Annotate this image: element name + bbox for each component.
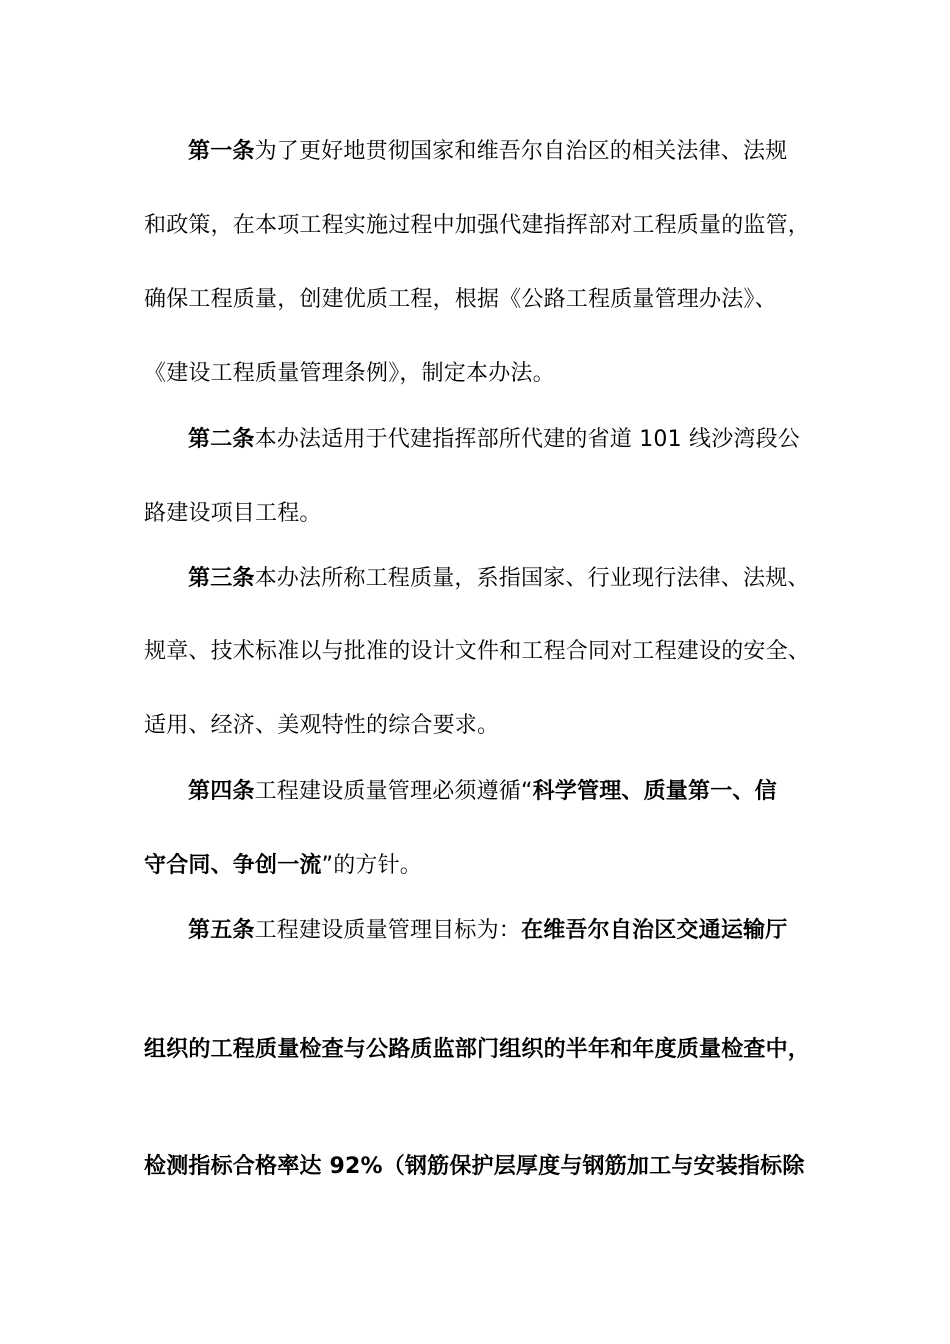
article-4-text-end: ”的方针。 [321,853,423,878]
article-2-line-2: 路建设项目工程。 [144,501,322,526]
article-2-text: 本办法适用于代建指挥部所代建的省道 101 线沙湾段公 [254,427,800,452]
article-4-principle-part-2: 守合同、争创一流 [144,853,322,878]
article-3-text: 本办法所称工程质量，系指国家、行业现行法律、法规、 [254,566,810,591]
article-5-target-part-2: 组织的工程质量检查与公路质监部门组织的半年和年度质量检查中， [144,1037,811,1062]
article-5-target-part-1: 在维吾尔自治区交通运输厅 [521,918,788,943]
article-5-text: 工程建设质量管理目标为： [254,918,522,943]
article-3-heading: 第三条 [188,566,255,591]
article-3-line-2: 规章、技术标准以与批准的设计文件和工程合同对工程建设的安全、 [144,639,811,664]
article-3-line-3: 适用、经济、美观特性的综合要求。 [144,713,500,738]
article-5-target-part-3: 检测指标合格率达 92%（钢筋保护层厚度与钢筋加工与安装指标除 [144,1154,805,1179]
article-4-text: 工程建设质量管理必须遵循“ [254,779,533,804]
article-5-line-1 [188,916,787,946]
article-1-line-1 [188,137,787,167]
article-2-line-1 [188,425,800,455]
article-1-heading: 第一条 [188,139,255,164]
article-4-principle-part-1: 科学管理、质量第一、信 [532,779,777,804]
article-1-line-3: 确保工程质量，创建优质工程，根据《公路工程质量管理办法》、 [144,287,777,312]
article-3-line-1 [188,564,810,594]
article-5-line-3 [144,1152,805,1182]
article-5-heading: 第五条 [188,918,255,943]
article-4-line-2 [144,851,422,881]
article-1-line-2: 和政策，在本项工程实施过程中加强代建指挥部对工程质量的监管， [144,213,811,238]
article-1-text: 为了更好地贯彻国家和维吾尔自治区的相关法律、法规 [254,139,788,164]
article-4-line-1 [188,777,777,807]
article-1-line-4: 《建设工程质量管理条例》，制定本办法。 [144,361,555,386]
article-4-heading: 第四条 [188,779,255,804]
article-5-line-2 [144,1035,810,1065]
article-2-heading: 第二条 [188,427,255,452]
